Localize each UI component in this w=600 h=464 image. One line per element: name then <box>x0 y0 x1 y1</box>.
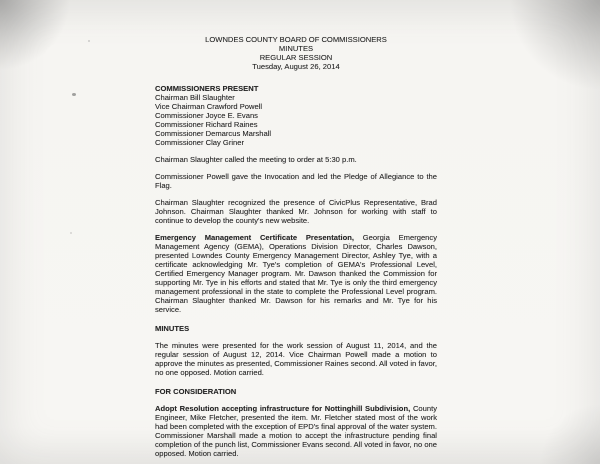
header-session-date: Tuesday, August 26, 2014 <box>252 62 340 71</box>
paragraph-civicplus-recognition <box>155 198 437 225</box>
agenda-item-text: Georgia Emergency Management Agency (GEMA), Operations Division Director, Charles Dawson, presented Lowndes County Emergency Management Director, Ashley Tye, with a certificate acknowledging Mr. Tye's completion of GEMA's Professional Level, Certified Emergency Manager program. Mr. Dawson thanked the Commission for supporting Mr. Tye in his efforts and stated that Mr. Tye is only the third emergency management professional in the state to complete the Professional Level program. Chairman Slaughter thanked Mr. Dawson for his remarks and Mr. Tye for his service. <box>155 233 437 314</box>
commissioner-name: Commissioner Clay Griner <box>155 138 245 147</box>
paragraph-invocation: Commissioner Powell gave the Invocation and led the Pledge of Allegiance to the Flag. <box>155 172 437 190</box>
paragraph-minutes-approval: The minutes were presented for the work session of August 11, 2014, and the regular session of August 12, 2014. Vice Chairman Powell made a motion to approve the minutes as presented, Commissioner Raines second. All voted in favor, no one opposed. Motion carried. <box>155 341 437 377</box>
paragraph-emergency-certificate <box>155 233 437 314</box>
header-session-type: REGULAR SESSION <box>259 53 333 62</box>
paragraph-nottinghill-resolution <box>155 404 437 458</box>
commissioners-list <box>155 93 437 147</box>
commissioner-name: Commissioner Demarcus Marshall <box>155 129 272 138</box>
agenda-item-title: Adopt Resolution accepting infrastructure for Nottinghill Subdivision, <box>155 404 411 413</box>
paragraph-call-to-order: Chairman Slaughter called the meeting to order at 5:30 p.m. <box>155 155 357 164</box>
agenda-item-text: County Engineer, Mike Fletcher, presented the item. Mr. Fletcher stated most of the work had been completed with the exception of EPD's final approval of the water system. Commissioner Marshall made a motion to accept the infrastructure pending final completion of the punch list, Commissioner Evans second. All voted in favor, no one opposed. Motion carried. <box>155 404 437 458</box>
commissioners-present-heading: COMMISSIONERS PRESENT <box>155 84 259 93</box>
minutes-section-heading: MINUTES <box>155 324 190 333</box>
commissioner-name: Chairman Bill Slaughter <box>155 93 235 102</box>
paragraph-text: Chairman Slaughter recognized the presence of CivicPlus Representative, Brad Johnson. Chairman Slaughter thanked Mr. Johnson for working with staff to continue to develop the county's new website. <box>155 198 437 225</box>
for-consideration-heading: FOR CONSIDERATION <box>155 387 237 396</box>
agenda-item-title: Emergency Management Certificate Presentation, <box>155 233 354 242</box>
commissioner-name: Vice Chairman Crawford Powell <box>155 102 263 111</box>
header-minutes-label: MINUTES <box>278 44 314 53</box>
commissioner-name: Commissioner Joyce E. Evans <box>155 111 258 120</box>
header-board-title: LOWNDES COUNTY BOARD OF COMMISSIONERS <box>205 35 387 44</box>
commissioner-name: Commissioner Richard Raines <box>155 120 258 129</box>
document-header <box>155 35 437 71</box>
